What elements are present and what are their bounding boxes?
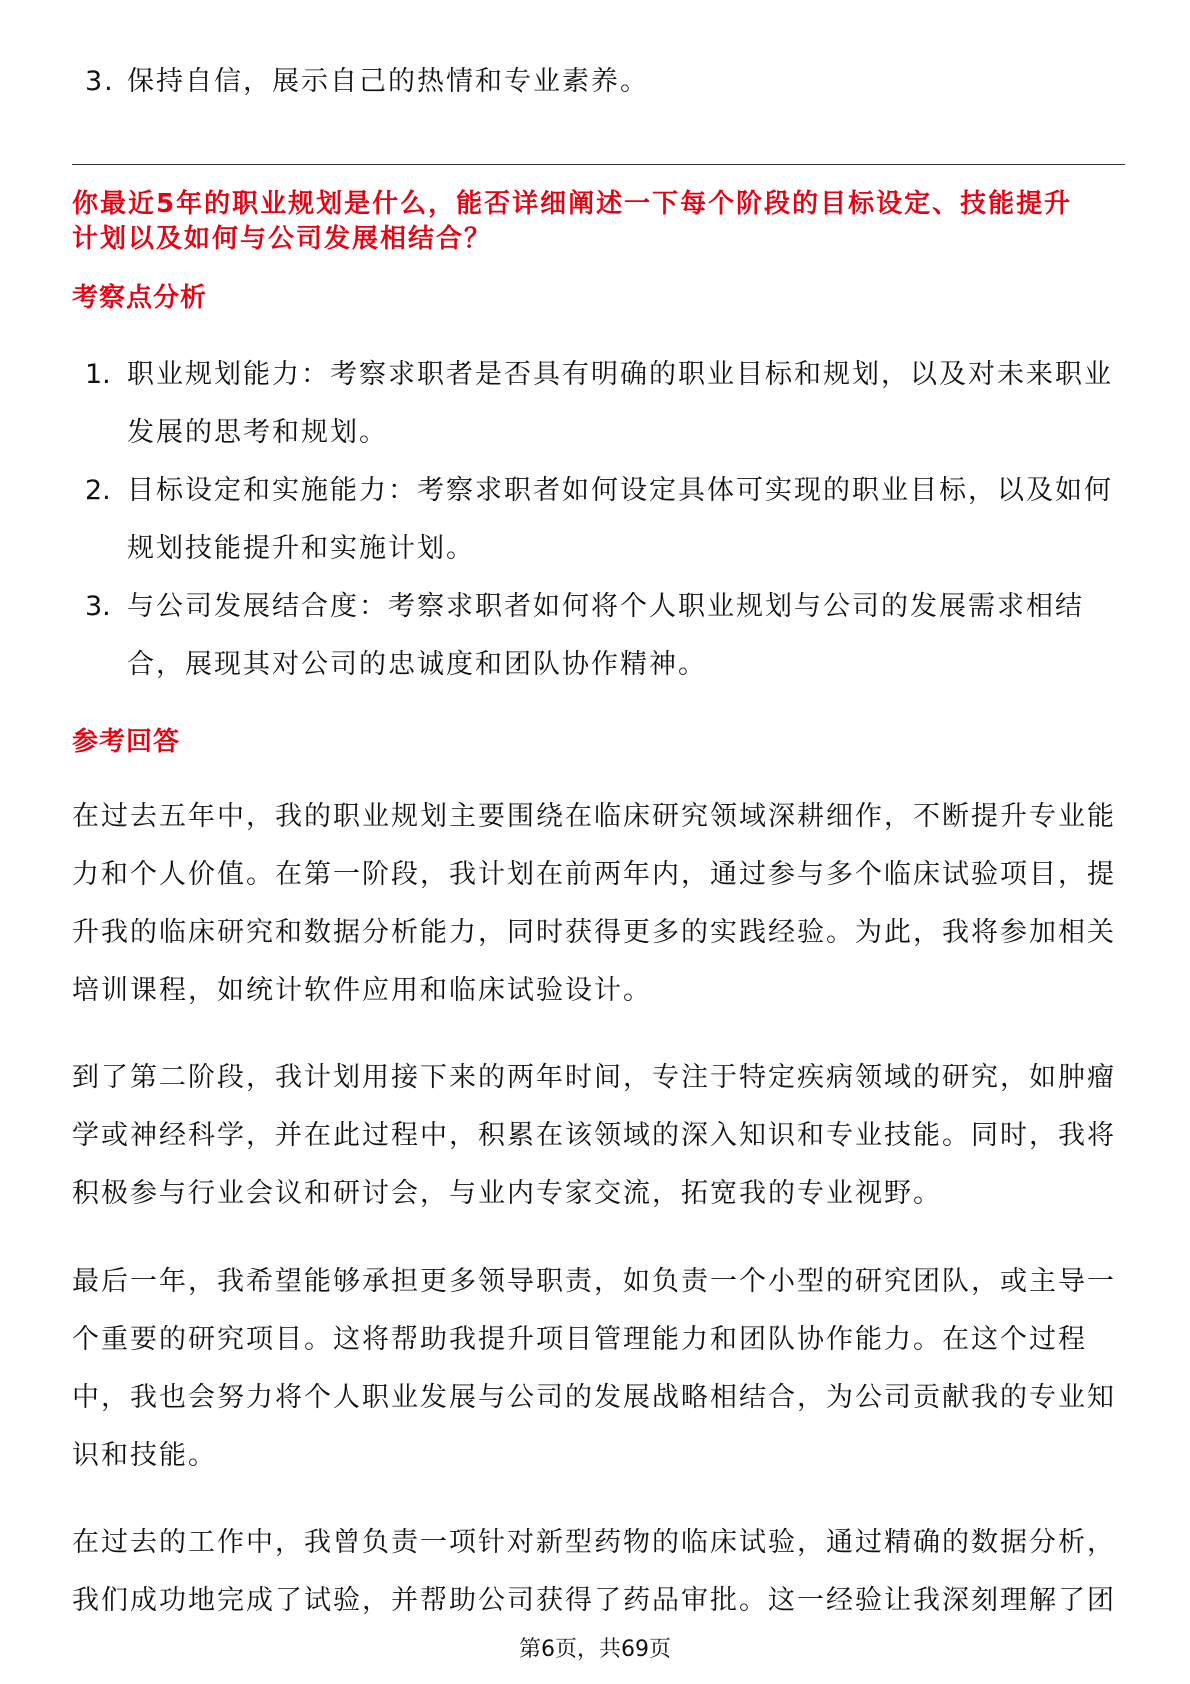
- list-text: 发展的思考和规划。: [127, 417, 388, 448]
- list-text: 规划技能提升和实施计划。: [127, 533, 475, 564]
- paragraph: [72, 1253, 1125, 1485]
- paragraph-line: 中，我也会努力将个人职业发展与公司的发展战略相结合，为公司贡献我的专业知: [72, 1382, 1116, 1413]
- question-title: [72, 187, 1125, 257]
- analysis-heading: 考察点分析: [72, 283, 208, 313]
- paragraph-line: 我们成功地完成了试验，并帮助公司获得了药品审批。这一经验让我深刻理解了团: [72, 1585, 1116, 1616]
- list-text: 合，展现其对公司的忠诚度和团队协作精神。: [127, 649, 707, 680]
- page-footer: 第6页，共69页: [519, 1637, 671, 1662]
- paragraph-line: 最后一年，我希望能够承担更多领导职责，如负责一个小型的研究团队，或主导一: [72, 1266, 1116, 1297]
- question-line: 你最近5年的职业规划是什么，能否详细阐述一下每个阶段的目标设定、技能提升: [72, 189, 1073, 219]
- list-item: [72, 53, 1125, 111]
- paragraph: [72, 1049, 1125, 1223]
- list-number: 3.: [85, 66, 115, 97]
- divider: [72, 164, 1125, 165]
- list-item: [72, 462, 1125, 578]
- list-text: 与公司发展结合度：考察求职者如何将个人职业规划与公司的发展需求相结: [127, 591, 1084, 622]
- paragraph-line: 在过去五年中，我的职业规划主要围绕在临床研究领域深耕细作，不断提升专业能: [72, 801, 1116, 832]
- paragraph-line: 在过去的工作中，我曾负责一项针对新型药物的临床试验，通过精确的数据分析，: [72, 1527, 1116, 1558]
- paragraph-line: 培训课程，如统计软件应用和临床试验设计。: [72, 975, 652, 1006]
- paragraph-line: 学或神经科学，并在此过程中，积累在该领域的深入知识和专业技能。同时，我将: [72, 1120, 1116, 1151]
- list-number: 3.: [85, 591, 111, 622]
- paragraph-line: 个重要的研究项目。这将帮助我提升项目管理能力和团队协作能力。在这个过程: [72, 1324, 1087, 1355]
- paragraph-line: 积极参与行业会议和研讨会，与业内专家交流，拓宽我的专业视野。: [72, 1178, 942, 1209]
- document-page: [72, 53, 1125, 1630]
- paragraph-line: 力和个人价值。在第一阶段，我计划在前两年内，通过参与多个临床试验项目，提: [72, 859, 1116, 890]
- list-item: [72, 346, 1125, 462]
- answer-heading: 参考回答: [72, 727, 181, 757]
- paragraph: [72, 788, 1125, 1020]
- paragraph-line: 识和技能。: [72, 1440, 217, 1471]
- list-text: 职业规划能力：考察求职者是否具有明确的职业目标和规划，以及对未来职业: [127, 359, 1113, 390]
- list-number: 2.: [85, 475, 111, 506]
- paragraph-line: 到了第二阶段，我计划用接下来的两年时间，专注于特定疾病领域的研究，如肿瘤: [72, 1062, 1116, 1093]
- list-number: 1.: [85, 359, 111, 390]
- paragraph-line: 升我的临床研究和数据分析能力，同时获得更多的实践经验。为此，我将参加相关: [72, 917, 1116, 948]
- analysis-list: [72, 346, 1125, 694]
- list-item: [72, 578, 1125, 694]
- list-text: 保持自信，展示自己的热情和专业素养。: [127, 66, 649, 97]
- paragraph: [72, 1514, 1125, 1630]
- question-line: 计划以及如何与公司发展相结合？: [72, 224, 493, 254]
- list-text: 目标设定和实施能力：考察求职者如何设定具体可实现的职业目标，以及如何: [127, 475, 1113, 506]
